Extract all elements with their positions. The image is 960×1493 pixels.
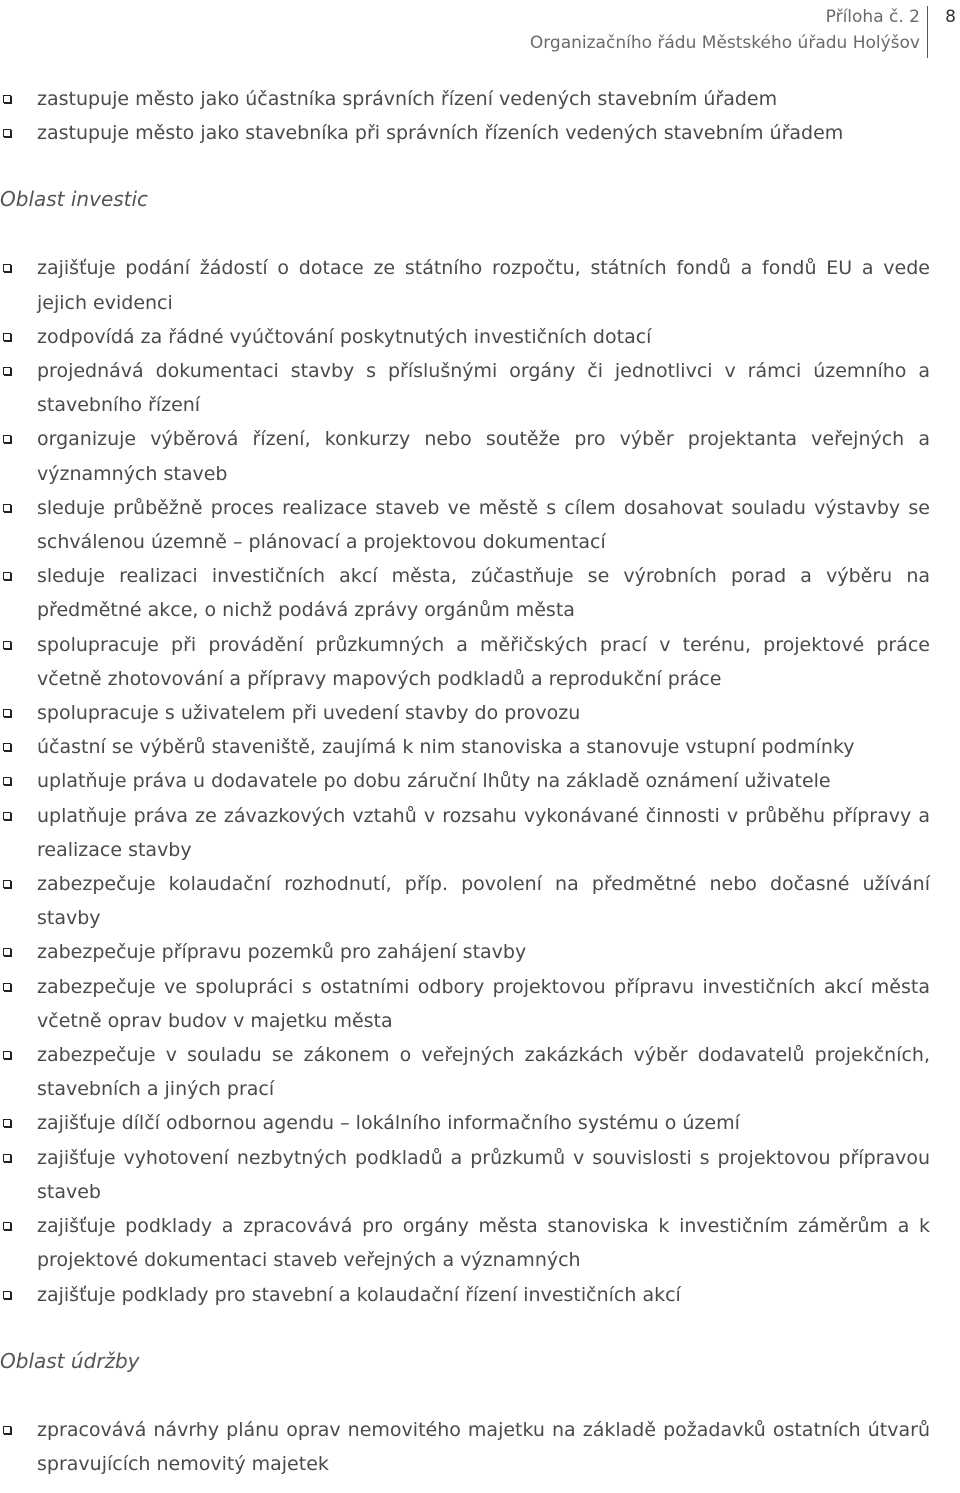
organization-label: Organizačního řádu Městského úřadu Holýšov — [529, 33, 920, 53]
list-item — [0, 1209, 930, 1277]
list-item-text: zajišťuje dílčí odbornou agendu – lokálního informačního systému o území — [37, 1112, 740, 1135]
list-item — [0, 1141, 930, 1209]
checkbox-bullet-icon — [3, 264, 11, 272]
page-number: 8 — [945, 7, 956, 27]
list-item — [0, 354, 930, 422]
intro-list — [0, 82, 930, 150]
checkbox-bullet-icon — [3, 1119, 11, 1127]
list-item-text: zajišťuje podklady pro stavební a kolaudační řízení investičních akcí — [37, 1283, 681, 1306]
header-text — [530, 4, 920, 56]
checkbox-bullet-icon — [3, 709, 11, 717]
list-item-text: zpracovává návrhy plánu oprav nemovitého majetku na základě požadavků ostatních útvarů spravujících nemovitý majetek — [37, 1418, 930, 1475]
list-item — [0, 867, 930, 935]
list-item — [0, 970, 930, 1038]
checkbox-bullet-icon — [3, 95, 11, 103]
list-item — [0, 1038, 930, 1106]
checkbox-bullet-icon — [3, 1222, 11, 1230]
list-item-text: zastupuje město jako stavebníka při správních řízeních vedených stavebním úřadem — [37, 122, 844, 145]
checkbox-bullet-icon — [3, 743, 11, 751]
list-item-text: zabezpečuje ve spolupráci s ostatními odbory projektovou přípravu investičních akcí města včetně oprav budov v majetku města — [37, 975, 930, 1032]
checkbox-bullet-icon — [3, 1291, 11, 1299]
checkbox-bullet-icon — [3, 1426, 11, 1434]
list-item-text: zajišťuje podklady a zpracovává pro orgány města stanoviska k investičním záměrům a k projektové dokumentaci staveb veřejných a významných — [37, 1215, 930, 1272]
list-item-text: uplatňuje práva ze závazkových vztahů v rozsahu vykonávané činnosti v průběhu přípravy a realizace stavby — [37, 804, 930, 861]
maintenance-list — [0, 1413, 930, 1481]
checkbox-bullet-icon — [3, 812, 11, 820]
checkbox-bullet-icon — [3, 641, 11, 649]
list-item — [0, 1413, 930, 1481]
checkbox-bullet-icon — [3, 880, 11, 888]
list-item — [0, 799, 930, 867]
attachment-label: Příloha č. 2 — [825, 7, 920, 27]
checkbox-bullet-icon — [3, 504, 11, 512]
checkbox-bullet-icon — [3, 333, 11, 341]
document-body — [0, 82, 930, 1481]
page-header — [0, 4, 960, 58]
checkbox-bullet-icon — [3, 1051, 11, 1059]
section-heading-maintenance: Oblast údržby — [0, 1348, 140, 1373]
checkbox-bullet-icon — [3, 435, 11, 443]
checkbox-bullet-icon — [3, 948, 11, 956]
list-item-text: zabezpečuje kolaudační rozhodnutí, příp. povolení na předmětné nebo dočasné užívání stavby — [37, 873, 930, 930]
list-item-text: organizuje výběrová řízení, konkurzy nebo soutěže pro výběr projektanta veřejných a významných staveb — [37, 428, 930, 485]
list-item — [0, 935, 930, 969]
checkbox-bullet-icon — [3, 367, 11, 375]
list-item-text: zabezpečuje v souladu se zákonem o veřejných zakázkách výběr dodavatelů projekčních, stavebních a jiných prací — [37, 1044, 930, 1101]
section-heading-investments: Oblast investic — [0, 187, 149, 212]
list-item — [0, 251, 930, 319]
list-item-text: sleduje realizaci investičních akcí města, zúčastňuje se výrobních porad a výběru na předmětné akce, o nichž podává zprávy orgánům města — [37, 565, 930, 622]
list-item — [0, 491, 930, 559]
list-item — [0, 696, 930, 730]
list-item — [0, 1278, 930, 1312]
list-item-text: zastupuje město jako účastníka správních řízení vedených stavebním úřadem — [37, 88, 778, 110]
list-item-text: zajišťuje vyhotovení nezbytných podkladů a průzkumů v souvislosti s projektovou přípravou staveb — [37, 1146, 930, 1203]
list-item-text: projednává dokumentaci stavby s příslušnými orgány či jednotlivci v rámci územního a stavebního řízení — [37, 360, 930, 417]
checkbox-bullet-icon — [3, 983, 11, 991]
list-item-text: spolupracuje s uživatelem při uvedení stavby do provozu — [37, 702, 581, 725]
list-item-text: sleduje průběžně proces realizace staveb ve městě s cílem dosahovat souladu výstavby se schválenou územně – plánovací a projektovou dokumentací — [37, 496, 930, 554]
list-item-text: účastní se výběrů staveniště, zaujímá k nim stanoviska a stanovuje vstupní podmínky — [37, 736, 855, 759]
list-item — [0, 82, 930, 116]
investments-list — [0, 251, 930, 1311]
list-item — [0, 628, 930, 696]
list-item — [0, 116, 930, 150]
list-item-text: zajišťuje podání žádostí o dotace ze státního rozpočtu, státních fondů a fondů EU a vede jejich evidenci — [37, 257, 930, 314]
list-item — [0, 559, 930, 627]
list-item — [0, 730, 930, 764]
list-item-text: uplatňuje práva u dodavatele po dobu záruční lhůty na základě oznámení uživatele — [37, 770, 831, 793]
list-item-text: zodpovídá za řádné vyúčtování poskytnutých investičních dotací — [37, 325, 652, 348]
list-item — [0, 320, 930, 354]
checkbox-bullet-icon — [3, 572, 11, 580]
list-item-text: zabezpečuje přípravu pozemků pro zahájení stavby — [37, 941, 527, 964]
list-item-text: spolupracuje při provádění průzkumných a měřičských prací v terénu, projektové práce včetně zhotovování a přípravy mapových podkladů a reprodukční práce — [37, 633, 930, 690]
list-item — [0, 1106, 930, 1140]
checkbox-bullet-icon — [3, 777, 11, 785]
list-item — [0, 422, 930, 490]
checkbox-bullet-icon — [3, 1154, 11, 1162]
header-divider — [927, 6, 928, 58]
list-item — [0, 764, 930, 798]
checkbox-bullet-icon — [3, 129, 11, 137]
